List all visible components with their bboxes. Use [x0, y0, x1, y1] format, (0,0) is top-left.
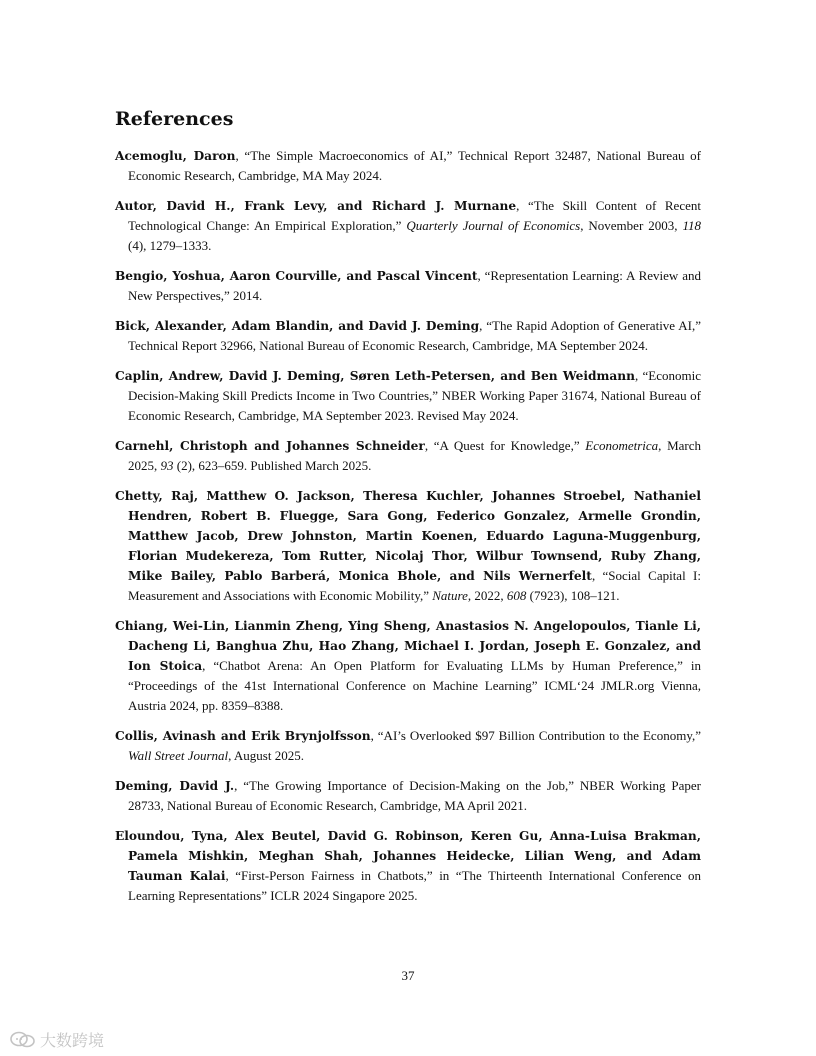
reference-authors: Deming, David J. [115, 779, 235, 793]
reference-text: (2), 623–659. Published March 2025. [173, 458, 372, 473]
reference-journal: Econometrica [585, 438, 659, 453]
reference-entry [115, 196, 701, 256]
reference-authors: Bick, Alexander, Adam Blandin, and David J. Deming [115, 319, 480, 333]
reference-text: , “Chatbot Arena: An Open Platform for Evaluating LLMs by Human Preference,” in “Proceedings of the 41st International Conference on Machine Learning” ICML‘24 JMLR.org Vienna, Austria 2024, pp. 8359–8388. [128, 658, 701, 713]
reference-text: , “The Simple Macroeconomics of AI,” Technical Report 32487, National Bureau of Economic Research, Cambridge, MA May 2024. [128, 148, 701, 183]
reference-authors: Chiang, Wei-Lin, Lianmin Zheng, Ying Sheng, Anastasios N. Angelopoulos, Tianle Li, Dacheng Li, Banghua Zhu, Hao Zhang, Michael I. Jordan, Joseph E. Gonzalez, and Ion Stoica [115, 619, 701, 673]
reference-authors: Chetty, Raj, Matthew O. Jackson, Theresa Kuchler, Johannes Stroebel, Nathaniel Hendren, Robert B. Fluegge, Sara Gong, Federico Gonzalez, Armelle Grondin, Matthew Jacob, Drew Johnston, Martin Koenen, Eduardo Laguna-Muggenburg, Florian Mudekereza, Tom Rutter, Nicolaj Thor, Wilbur Townsend, Ruby Zhang, Mike Bailey, Pablo Barberá, Monica Bhole, and Nils Wernerfelt [115, 489, 701, 583]
watermark-text: 大数跨境 [40, 1031, 105, 1050]
chat-bubbles-icon [10, 1030, 36, 1050]
reference-volume: 608 [506, 588, 527, 603]
reference-journal: Nature [432, 588, 468, 603]
reference-authors: Eloundou, Tyna, Alex Beutel, David G. Robinson, Keren Gu, Anna-Luisa Brakman, Pamela Mishkin, Meghan Shah, Johannes Heidecke, Lilian Weng, and Adam Tauman Kalai [115, 829, 701, 883]
reference-text: , 2022, [467, 588, 507, 603]
reference-list [115, 146, 701, 906]
reference-text: , “Economic Decision-Making Skill Predicts Income in Two Countries,” NBER Working Paper 31674, National Bureau of Economic Research, Cambridge, MA September 2023. Revised May 2024. [128, 368, 701, 423]
reference-volume: 118 [682, 218, 701, 233]
reference-text: , August 2025. [228, 748, 304, 763]
reference-text: (7923), 108–121. [526, 588, 620, 603]
reference-volume: 93 [160, 458, 174, 473]
reference-text: , “The Skill Content of Recent Technological Change: An Empirical Exploration,” [128, 198, 701, 233]
references-page [115, 108, 701, 916]
section-title: References [115, 108, 234, 130]
reference-entry [115, 436, 701, 476]
page-number: 37 [401, 968, 415, 983]
reference-entry [115, 616, 701, 716]
reference-text: , “The Growing Importance of Decision-Making on the Job,” NBER Working Paper 28733, National Bureau of Economic Research, Cambridge, MA April 2021. [128, 778, 701, 813]
reference-entry [115, 776, 701, 816]
reference-authors: Bengio, Yoshua, Aaron Courville, and Pascal Vincent [115, 269, 478, 283]
reference-journal: Quarterly Journal of Economics [406, 218, 581, 233]
reference-entry [115, 146, 701, 186]
reference-authors: Autor, David H., Frank Levy, and Richard J. Murnane [115, 199, 517, 213]
reference-text: , November 2003, [580, 218, 683, 233]
reference-authors: Carnehl, Christoph and Johannes Schneider [115, 439, 425, 453]
reference-entry [115, 266, 701, 306]
reference-authors: Acemoglu, Daron [115, 149, 236, 163]
reference-text: , “Social Capital I: Measurement and Associations with Economic Mobility,” [128, 568, 701, 603]
reference-entry [115, 726, 701, 766]
reference-entry [115, 366, 701, 426]
reference-text: , “Representation Learning: A Review and New Perspectives,” 2014. [128, 268, 701, 303]
reference-text: , “AI’s Overlooked $97 Billion Contribution to the Economy,” [370, 728, 701, 743]
reference-entry [115, 826, 701, 906]
reference-authors: Caplin, Andrew, David J. Deming, Søren Leth-Petersen, and Ben Weidmann [115, 369, 636, 383]
reference-text: , “A Quest for Knowledge,” [424, 438, 586, 453]
reference-authors: Collis, Avinash and Erik Brynjolfsson [115, 729, 371, 743]
reference-journal: Wall Street Journal [128, 748, 229, 763]
reference-text: (4), 1279–1333. [128, 238, 212, 253]
reference-text: , March 2025, [128, 438, 702, 473]
reference-entry [115, 316, 701, 356]
watermark [10, 1028, 104, 1051]
reference-text: , “The Rapid Adoption of Generative AI,” Technical Report 32966, National Bureau of Economic Research, Cambridge, MA September 2024. [128, 318, 701, 353]
reference-entry [115, 486, 701, 606]
reference-text: , “First-Person Fairness in Chatbots,” in “The Thirteenth International Conference on Learning Representations” ICLR 2024 Singapore 2025. [128, 868, 702, 903]
